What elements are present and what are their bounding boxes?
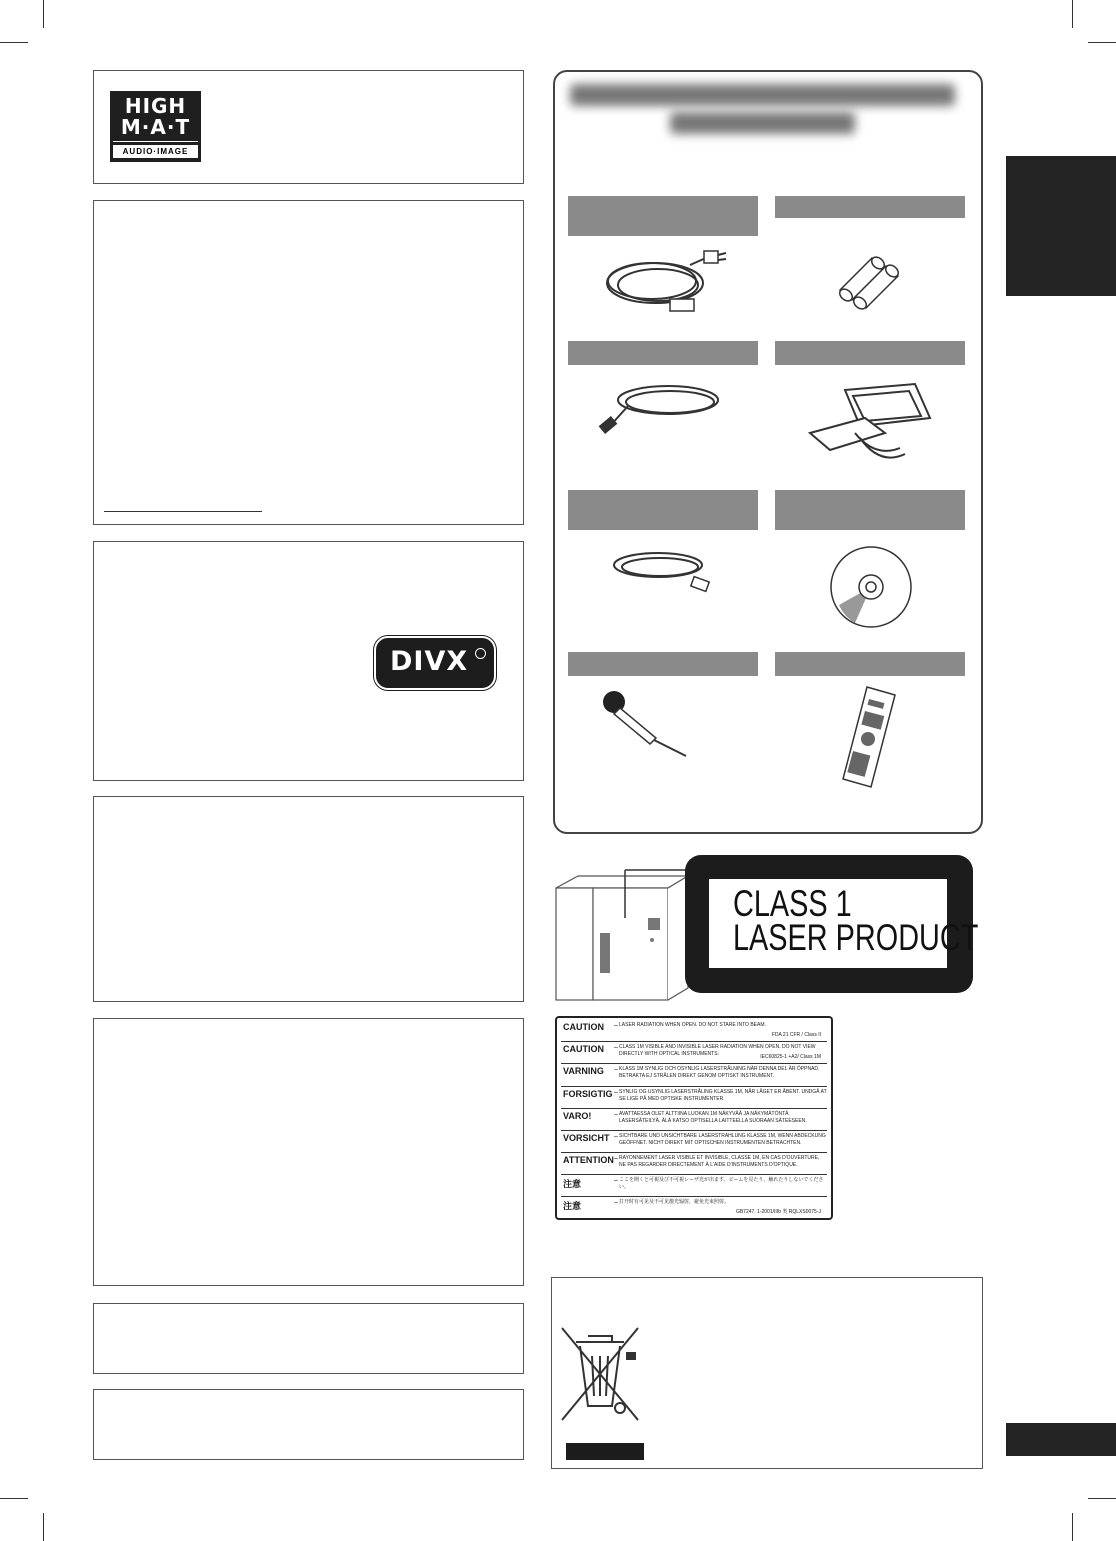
- highmat-logo-line1: HIGH: [124, 94, 187, 118]
- accessory-header: [568, 652, 758, 676]
- crossed-bin-icon: [558, 1322, 643, 1422]
- remote-control-icon: [835, 685, 905, 790]
- crop-mark: [1072, 1513, 1073, 1541]
- caution-row: CAUTION – LASER RADIATION WHEN OPEN. DO NOT STARE INTO BEAM. FDA 21 CFR / Class II: [561, 1020, 827, 1042]
- accessories-title-blur: [670, 112, 855, 134]
- laser-label-line1: CLASS 1: [733, 883, 852, 924]
- crop-mark: [1072, 0, 1073, 28]
- caution-row: 注意 – ここを開くと可視及び不可視レーザ光が出ます。ビームを見たり、触れたりしないでください。: [561, 1175, 827, 1197]
- accessories-title-blur: [570, 84, 955, 106]
- caution-row: 注意 – 打开时有可见及不可见激光辐射，避免光束照射。 GB7247. 1-2001/IIIb 类 RQLXS0075-J: [563, 1199, 821, 1215]
- accessory-header: [568, 341, 758, 365]
- batteries-icon: [830, 250, 910, 310]
- fm-antenna-icon: [610, 545, 720, 600]
- caution-row: ATTENTION – RAYONNEMENT LASER VISIBLE ET INVISIBLE, CLASSE 1M, EN CAS D'OUVERTURE, NE PAS REGARDER DIRECTEMENT À L'AIDE D'INSTRUMENTS D'OPTIQUE.: [561, 1153, 827, 1175]
- accessory-header: [775, 341, 965, 365]
- caution-row: VARNING – KLASS 1M SYNLIG OCH OSYNLIG LASERSTRÅLNING NÄR DENNA DEL ÄR ÖPPNAD. BETRAKTA EJ STRÅLEN DIREKT GENOM OPTISKT INSTRUMENT.: [561, 1064, 827, 1087]
- crop-mark: [43, 0, 44, 28]
- notice-box-5: [93, 1389, 524, 1460]
- unit-drawing-icon: [548, 868, 698, 1008]
- divx-logo: [374, 636, 496, 690]
- divx-logo-text: DIVX: [390, 646, 469, 677]
- weee-black-bar: [566, 1443, 644, 1460]
- microphone-icon: [596, 690, 696, 760]
- caution-row: FORSIGTIG – SYNLIG OG USYNLIG LASERSTRÅLING KLASSE 1M, NÅR LÅGET ER ÅBENT. UNDGÅ AT SE LIGE PÅ MED OPTISKE INSTRUMENTER.: [561, 1087, 827, 1109]
- accessory-header: [775, 652, 965, 676]
- caution-row: VARO! – AVATTAESSA OLET ALTTIINA LUOKAN 1M NÄKYVÄÄ JA NÄKYMÄTÖNTÄ LASERSÄTEILYÄ. ÄLÄ KATSO OPTISELLA LAITTEELLA SUORAAN SÄTEESEEN.: [561, 1109, 827, 1131]
- disc-icon: [829, 545, 914, 630]
- caution-label: [555, 1016, 833, 1220]
- am-loop-antenna-icon: [805, 378, 935, 468]
- notice-box-3: [93, 1018, 524, 1286]
- notice-box-4: [93, 1303, 524, 1374]
- laser-label-line2: LASER PRODUCT: [733, 917, 979, 958]
- highmat-logo: [110, 91, 201, 162]
- video-cable-icon: [598, 378, 728, 438]
- accessory-header: [775, 196, 965, 218]
- accessory-header: [568, 490, 758, 530]
- caution-row: VORSICHT – SICHTBARE UND UNSICHTBARE LASERSTRAHLUNG KLASSE 1M, WENN ABDECKUNG GEÖFFNET. NICHT DIREKT MIT OPTISCHEN INSTRUMENTEN BETRACHTEN.: [561, 1131, 827, 1153]
- underline-rule: [104, 511, 262, 512]
- crop-mark: [1088, 1498, 1116, 1499]
- language-side-tab: [1006, 156, 1116, 296]
- notice-box-1: [93, 200, 524, 525]
- notice-box-2: [93, 796, 524, 1002]
- page-number-tab: [1006, 1423, 1116, 1456]
- crop-mark: [43, 1513, 44, 1541]
- highmat-logo-line2: M·A·T: [120, 115, 191, 139]
- caution-row: CAUTION – CLASS 1M VISIBLE AND INVISIBLE LASER RADIATION WHEN OPEN. DO NOT VIEW DIRECTLY WITH OPTICAL INSTRUMENTS. IEC60825-1 +A2/ Class 1M: [561, 1042, 827, 1064]
- highmat-logo-line3: AUDIO·IMAGE: [113, 145, 198, 158]
- accessory-header: [568, 196, 758, 236]
- crop-mark: [1088, 42, 1116, 43]
- crop-mark: [0, 42, 28, 43]
- class1-laser-label: [685, 855, 979, 993]
- crop-mark: [0, 1498, 28, 1499]
- power-cord-icon: [600, 245, 730, 325]
- accessory-header: [775, 490, 965, 530]
